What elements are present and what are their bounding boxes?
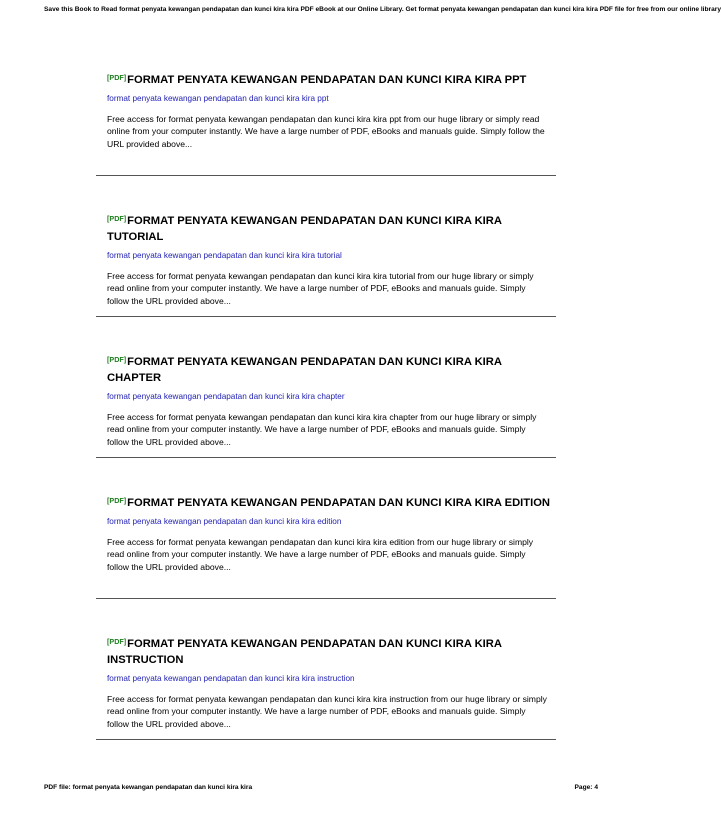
entry-description: Free access for format penyata kewangan pendapatan dan kunci kira kira instruction from our huge library or simply read online from your computer instantly. We have a large number of PDF, eBooks and manuals guide. Simply follow the URL provided above... [107,694,547,729]
list-item [107,352,554,493]
list-item [107,211,554,352]
entry-link[interactable]: format penyata kewangan pendapatan dan kunci kira kira instruction [107,674,355,683]
entry-title [107,634,554,668]
entry-list [107,70,554,775]
list-item [107,70,554,211]
divider [96,457,556,458]
entry-title-text: FORMAT PENYATA KEWANGAN PENDAPATAN DAN KUNCI KIRA KIRA INSTRUCTION [107,638,502,666]
entry-link[interactable]: format penyata kewangan pendapatan dan kunci kira kira edition [107,517,342,526]
divider [96,598,556,599]
entry-description: Free access for format penyata kewangan pendapatan dan kunci kira kira edition from our huge library or simply read online from your computer instantly. We have a large number of PDF, eBooks and manuals guide. Simply follow the URL provided above... [107,537,534,572]
pdf-tag: [PDF] [107,355,127,364]
entry-description: Free access for format penyata kewangan pendapatan dan kunci kira kira ppt from our huge library or simply read online from your computer instantly. We have a large number of PDF, eBooks and manuals guide. Simply follow the URL provided above... [107,114,545,149]
pdf-tag: [PDF] [107,214,127,223]
top-banner: Save this Book to Read format penyata kewangan pendapatan dan kunci kira kira PDF eBook at our Online Library. Get format penyata kewangan pendapatan dan kunci kira kira PDF file for free from our online library [44,6,721,13]
entry-title-text: FORMAT PENYATA KEWANGAN PENDAPATAN DAN KUNCI KIRA KIRA EDITION [127,497,551,509]
entry-link[interactable]: format penyata kewangan pendapatan dan kunci kira kira ppt [107,94,329,103]
entry-description: Free access for format penyata kewangan pendapatan dan kunci kira kira chapter from our huge library or simply read online from your computer instantly. We have a large number of PDF, eBooks and manuals guide. Simply follow the URL provided above... [107,412,537,447]
entry-title [107,352,554,386]
footer-file-label: PDF file: format penyata kewangan pendapatan dan kunci kira kira [44,784,253,791]
list-item [107,493,554,634]
entry-title [107,70,554,88]
entry-title-text: FORMAT PENYATA KEWANGAN PENDAPATAN DAN KUNCI KIRA KIRA PPT [127,74,527,86]
entry-link[interactable]: format penyata kewangan pendapatan dan kunci kira kira chapter [107,392,345,401]
pdf-tag: [PDF] [107,637,127,646]
footer-page-number: Page: 4 [574,784,598,791]
entry-title [107,211,554,245]
divider [96,316,556,317]
entry-title-text: FORMAT PENYATA KEWANGAN PENDAPATAN DAN KUNCI KIRA KIRA CHAPTER [107,356,502,384]
list-item [107,634,554,775]
divider [96,739,556,740]
pdf-tag: [PDF] [107,496,127,505]
entry-title-text: FORMAT PENYATA KEWANGAN PENDAPATAN DAN KUNCI KIRA KIRA TUTORIAL [107,215,502,243]
pdf-tag: [PDF] [107,73,127,82]
entry-title [107,493,554,511]
entry-link[interactable]: format penyata kewangan pendapatan dan kunci kira kira tutorial [107,251,342,260]
divider [96,175,556,176]
entry-description: Free access for format penyata kewangan pendapatan dan kunci kira kira tutorial from our huge library or simply read online from your computer instantly. We have a large number of PDF, eBooks and manuals guide. Simply follow the URL provided above... [107,271,534,306]
